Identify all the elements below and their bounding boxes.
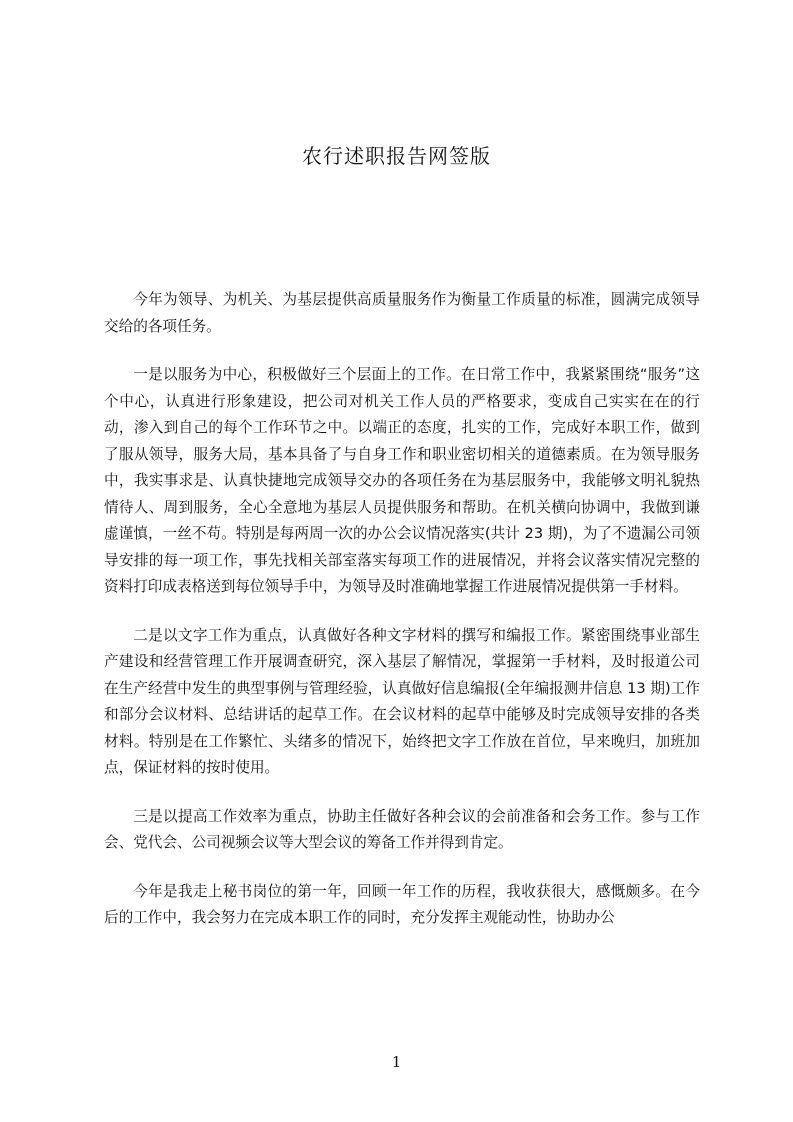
paragraph-writing: 二是以文字工作为重点，认真做好各种文字材料的撰写和编报工作。紧密围绕事业部生产建设和经营管理工作开展调查研究，深入基层了解情况，掌握第一手材料，及时报道公司在生产经营中发生的典型事例与管理经验，认真做好信息编报(全年编报测井信息 13 期)工作和部分会议材料、总结讲话的起草工作。在会议材料的起草中能够及时完成领导安排的各类材料。特别是在工作繁忙、头绪多的情况下，始终把文字工作放在首位，早来晚归，加班加点，保证材料的按时使用。 bbox=[104, 626, 700, 776]
paragraph-summary: 今年是我走上秘书岗位的第一年，回顾一年工作的历程，我收获很大，感慨颇多。在今后的工作中，我会努力在完成本职工作的同时，充分发挥主观能动性，协助办公 bbox=[104, 882, 700, 926]
paragraph-service: 一是以服务为中心，积极做好三个层面上的工作。在日常工作中，我紧紧围绕“服务”这个中心，认真进行形象建设，把公司对机关工作人员的严格要求，变成自己实实在在的行动，渗入到自己的每个工作环节之中。以端正的态度，扎实的工作，完成好本职工作，做到了服从领导，服务大局，基本具备了与自身工作和职业密切相关的道德素质。在为领导服务中，我实事求是、认真快捷地完成领导交办的各项任务在为基层服务中，我能够文明礼貌热情待人、周到服务，全心全意地为基层人员提供服务和帮助。在机关横向协调中，我做到谦虚谨慎，一丝不苟。特别是每两周一次的办公会议情况落实(共计 23 期)，为了不遗漏公司领导安排的每一项工作，事先找相关部室落实每项工作的进展情况，并将会议落实情况完整的资料打印成表格送到每位领导手中，为领导及时准确地掌握工作进展情况提供第一手材料。 bbox=[104, 366, 700, 595]
page-number: 1 bbox=[391, 1053, 402, 1071]
paragraph-efficiency: 三是以提高工作效率为重点，协助主任做好各种会议的会前准备和会务工作。参与工作会、党代会、公司视频会议等大型会议的筹备工作并得到肯定。 bbox=[104, 807, 700, 851]
paragraph-intro: 今年为领导、为机关、为基层提供高质量服务作为衡量工作质量的标准，圆满完成领导交给的各项任务。 bbox=[104, 291, 700, 335]
document-title: 农行述职报告网签版 bbox=[302, 144, 491, 168]
document-body bbox=[104, 287, 700, 954]
